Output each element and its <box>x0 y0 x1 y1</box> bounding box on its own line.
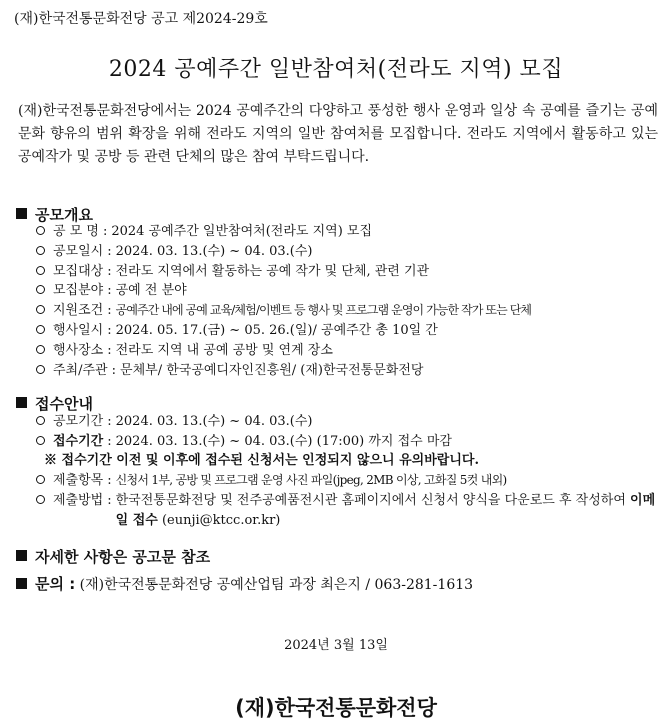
list-item: 공모기간 : 2024. 03. 13.(수) ~ 04. 03.(수) <box>36 412 656 432</box>
list-item: 행사장소 : 전라도 지역 내 공예 공방 및 연계 장소 <box>36 341 656 361</box>
list-item: 제출방법 : 한국전통문화전당 및 전주공예품전시관 홈페이지에서 신청서 양식을 다운로드 후 작성하여 이메일 접수 (eunji@ktcc.or.kr) <box>36 491 656 531</box>
circle-bullet-icon <box>36 416 45 425</box>
notice-number: (재)한국전통문화전당 공고 제2024-29호 <box>14 11 268 27</box>
deadline-note: ※ 접수기간 이전 및 이후에 접수된 신청서는 인정되지 않으니 유의바랍니다. <box>44 453 479 468</box>
list-item: 모집분야 : 공예 전 분야 <box>36 281 656 301</box>
notice-date: 2024년 3월 13일 <box>284 638 388 653</box>
circle-bullet-icon <box>36 305 45 314</box>
email-address: (eunji@ktcc.or.kr) <box>161 512 281 528</box>
page-title: 2024 공예주간 일반참여처(전라도 지역) 모집 <box>108 57 564 82</box>
list-item: 지원조건 : 공예주간 내에 공예 교육/체험/이벤트 등 행사 및 프로그램 운영이 가능한 작가 또는 단체 <box>36 301 656 321</box>
section-heading-details: 자세한 사항은 공고문 참조 <box>16 546 210 567</box>
circle-bullet-icon <box>36 495 45 504</box>
list-item: 제출항목 : 신청서 1부, 공방 및 프로그램 운영 사진 파일(jpeg, 2MB 이상, 고화질 5컷 내외) <box>36 471 656 491</box>
intro-paragraph: (재)한국전통문화전당에서는 2024 공예주간의 다양하고 풍성한 행사 운영과 일상 속 공예를 즐기는 공예문화 향유의 범위 확장을 위해 전라도 지역의 일반 참여처를 모집합니다. 전라도 지역에서 활동하고 있는 공예작가 및 공방 등 관련 단체의 많은 참여 부탁드립니다. <box>18 103 658 165</box>
section-heading-overview: 공모개요 <box>16 204 93 225</box>
reception-list <box>36 412 656 452</box>
section-heading-reception: 접수안내 <box>16 393 93 414</box>
circle-bullet-icon <box>36 345 45 354</box>
list-item: 공 모 명 : 2024 공예주간 일반참여처(전라도 지역) 모집 <box>36 222 656 242</box>
square-bullet-icon <box>16 578 27 589</box>
list-item: 주최/주관 : 문체부/ 한국공예디자인진흥원/ (재)한국전통문화전당 <box>36 361 656 381</box>
circle-bullet-icon <box>36 325 45 334</box>
circle-bullet-icon <box>36 285 45 294</box>
list-item: 행사일시 : 2024. 05. 17.(금) ~ 05. 26.(일)/ 공예주간 총 10일 간 <box>36 321 656 341</box>
circle-bullet-icon <box>36 246 45 255</box>
circle-bullet-icon <box>36 436 45 445</box>
circle-bullet-icon <box>36 475 45 484</box>
reception-list-2 <box>36 471 656 530</box>
organization-name: (재)한국전통문화전당 <box>235 696 437 720</box>
circle-bullet-icon <box>36 226 45 235</box>
circle-bullet-icon <box>36 266 45 275</box>
square-bullet-icon <box>16 208 27 219</box>
circle-bullet-icon <box>36 365 45 374</box>
list-item: 모집대상 : 전라도 지역에서 활동하는 공예 작가 및 단체, 관련 기관 <box>36 262 656 282</box>
list-item: 접수기간 : 2024. 03. 13.(수) ~ 04. 03.(수) (17:00) 까지 접수 마감 <box>36 432 656 452</box>
overview-list <box>36 222 656 380</box>
list-item: 공모일시 : 2024. 03. 13.(수) ~ 04. 03.(수) <box>36 242 656 262</box>
square-bullet-icon <box>16 397 27 408</box>
square-bullet-icon <box>16 550 27 561</box>
contact-info: 문의 : (재)한국전통문화전당 공예산업팀 과장 최은지 / 063-281-1613 <box>16 573 473 594</box>
